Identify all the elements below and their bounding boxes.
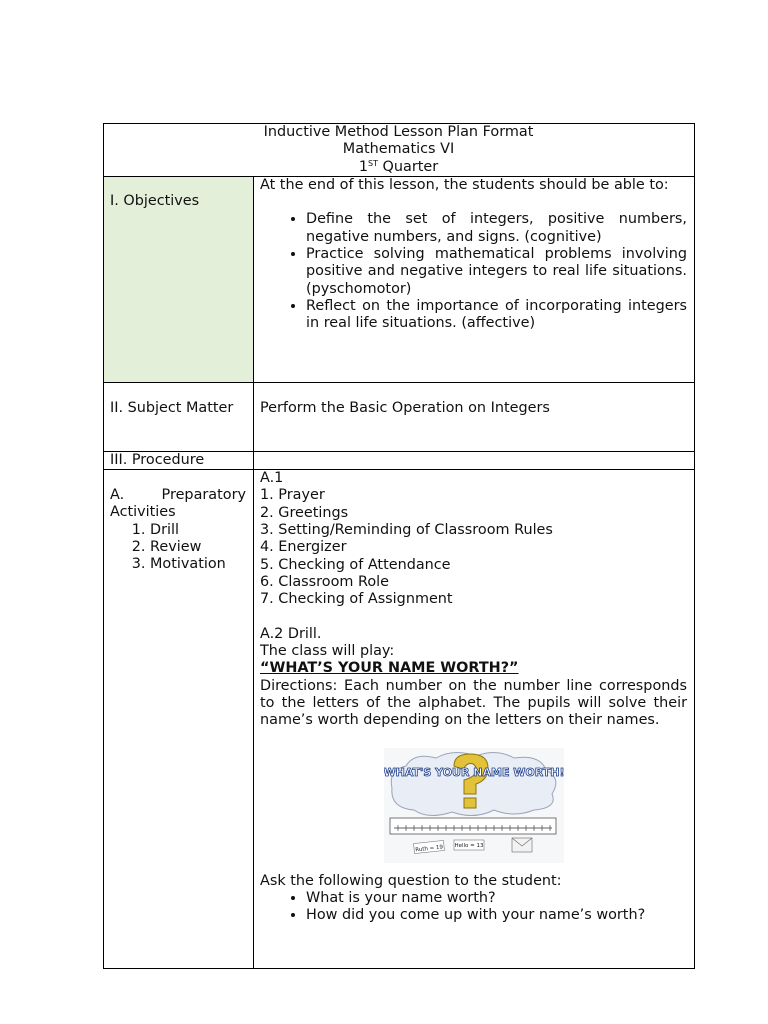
game-title: “WHAT’S YOUR NAME WORTH?”: [260, 660, 519, 677]
questions-list: [260, 890, 687, 925]
quarter-number: 1: [358, 158, 368, 175]
a1-item: 7. Checking of Assignment: [260, 591, 453, 608]
preparatory-sub-item: 2. Review: [150, 539, 246, 556]
objective-item: • Practice solving mathematical problems involving positive and negative integers to real life situations. (pyschomotor): [306, 246, 687, 298]
objectives-row: [104, 176, 695, 382]
procedure-label-cell: [104, 451, 254, 469]
preparatory-sub-item: 1. Drill: [150, 522, 246, 539]
plan-title: Inductive Method Lesson Plan Format: [263, 124, 534, 140]
a1-item: 2. Greetings: [260, 504, 349, 521]
procedure-row: [104, 451, 695, 469]
objective-item: • Define the set of integers, positive numbers, negative numbers, and signs. (cognitive): [306, 211, 687, 246]
preparatory-label-cell: [104, 470, 254, 969]
objectives-label-cell: [104, 176, 254, 382]
a1-item: 6. Classroom Role: [260, 573, 389, 590]
a2-intro: The class will play:: [260, 643, 395, 660]
objectives-intro: At the end of this lesson, the students should be able to:: [260, 176, 669, 193]
quarter-superscript: ST: [368, 158, 378, 168]
question-item: • What is your name worth?: [306, 890, 687, 907]
name-worth-illustration: [384, 748, 564, 863]
subject-matter-text: Perform the Basic Operation on Integers: [260, 399, 550, 416]
subject-matter-label-cell: [104, 382, 254, 451]
objective-item: • Reflect on the importance of incorporating integers in real life situations. (affective): [306, 298, 687, 333]
preparatory-label: A. Preparatory Activities: [110, 487, 246, 521]
preparatory-sub-item: 3. Motivation: [150, 556, 246, 573]
a1-heading: A.1: [260, 470, 284, 487]
image-banner-text: WHAT'S YOUR NAME WORTH!: [383, 765, 564, 779]
preparatory-row: [104, 470, 695, 969]
game-directions: Directions: Each number on the number line corresponds to the letters of the alphabet. The pupils will solve their name’s worth depending on the letters on their names.: [260, 677, 687, 729]
a1-item: 3. Setting/Reminding of Classroom Rules: [260, 522, 553, 539]
subject-matter-label: II. Subject Matter: [110, 399, 234, 416]
objectives-content-cell: [254, 176, 695, 382]
a1-item: 1. Prayer: [260, 487, 325, 504]
subject-matter-row: [104, 382, 695, 451]
a1-item: 5. Checking of Attendance: [260, 556, 451, 573]
image-tag-2: Hello = 13: [453, 842, 484, 849]
plan-subject: Mathematics VI: [342, 141, 455, 158]
subject-matter-content-cell: [254, 382, 695, 451]
procedure-empty-cell: [254, 451, 695, 469]
objectives-list: [260, 211, 687, 332]
preparatory-content-cell: [254, 470, 695, 969]
question-item: • How did you come up with your name’s worth?: [306, 907, 687, 924]
name-worth-image-wrap: [260, 748, 687, 863]
objectives-label: I. Objectives: [110, 192, 200, 209]
quarter-word: Quarter: [382, 158, 439, 175]
a1-item: 4. Energizer: [260, 539, 347, 556]
header-cell: [104, 124, 695, 177]
procedure-label: III. Procedure: [110, 451, 205, 468]
ask-intro: Ask the following question to the student:: [260, 872, 562, 889]
image-tag-1: Ruth = 19: [414, 844, 443, 854]
preparatory-sub-list: [110, 522, 246, 574]
plan-quarter: [110, 159, 687, 176]
header-row: [104, 124, 695, 177]
lesson-plan-table: [103, 123, 695, 969]
a2-heading: A.2 Drill.: [260, 625, 322, 642]
